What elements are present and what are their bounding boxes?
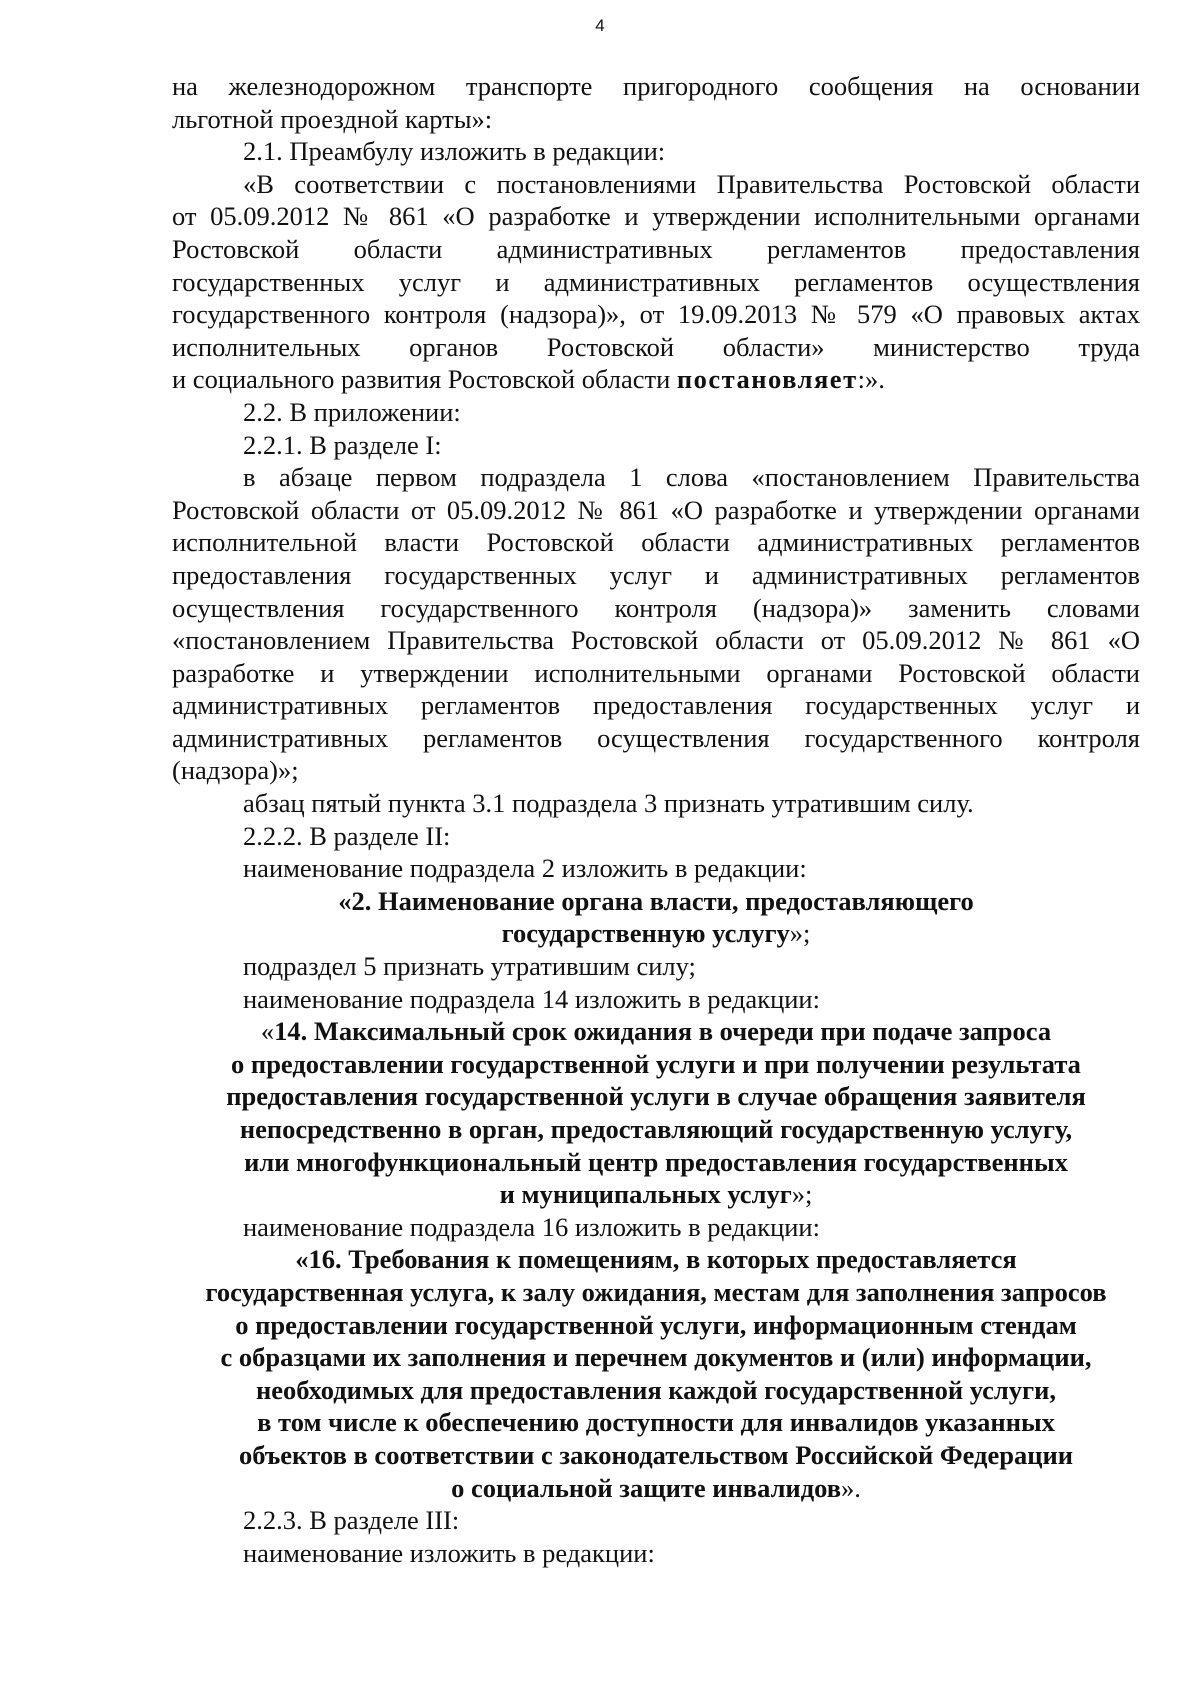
subsection-14-instruction: наименование подраздела 14 изложить в редакции: bbox=[243, 983, 820, 1014]
subsection-2-instruction: наименование подраздела 2 изложить в редакции: bbox=[243, 853, 807, 884]
preamble-line: от 05.09.2012 № 861 «О разработке и утверждении исполнительными органами bbox=[172, 201, 1140, 232]
heading-line: объектов в соответствии с законодательством Российской Федерации bbox=[238, 1439, 1073, 1470]
section-3-instruction: наименование изложить в редакции: bbox=[243, 1537, 655, 1568]
heading-subsection-2: «2. Наименование органа власти, предоставляющего государственную услугу»; bbox=[338, 885, 974, 949]
item-2-2-2: 2.2.2. В разделе II: bbox=[243, 820, 451, 851]
heading-line: о предоставлении государственной услуги и при получении результата bbox=[231, 1048, 1081, 1079]
heading-line: и муниципальных услуг bbox=[499, 1179, 792, 1210]
resolves-keyword: постановляет bbox=[676, 364, 858, 395]
paragraph-continuation-line2: льготной проездной карты»: bbox=[172, 103, 493, 134]
document-body bbox=[172, 70, 1140, 1569]
subsection-5-repeal: подраздел 5 признать утратившим силу; bbox=[243, 951, 696, 982]
preamble-line: государственного контроля (надзора)», от 19.09.2013 № 579 «О правовых актах bbox=[172, 299, 1140, 330]
heading-line: о предоставлении государственной услуги, информационным стендам bbox=[235, 1309, 1077, 1340]
item-2-2: 2.2. В приложении: bbox=[243, 396, 461, 427]
heading-line: о социальной защите инвалидов bbox=[451, 1472, 842, 1503]
subsection-16-instruction: наименование подраздела 16 изложить в редакции: bbox=[243, 1211, 820, 1242]
page-number: 4 bbox=[595, 16, 605, 35]
item-2-2-3: 2.2.3. В разделе III: bbox=[243, 1505, 460, 1536]
heading-line: необходимых для предоставления каждой государственной услуги, bbox=[256, 1374, 1056, 1405]
heading-subsection-14: «14. Максимальный срок ожидания в очереди при подаче запроса о предоставлении государственной услуги и при получении результата предоставления государственной услуги в случае обращения заявителя непосредственно в орган, предоставляющий государственную услугу, или многофункциональный центр предоставления государственных и муниципальных услуг»; bbox=[172, 1015, 1140, 1211]
preamble-end: :». bbox=[857, 364, 885, 395]
paragraph-continuation-line1: на железнодорожном транспорте пригородного сообщения на основании bbox=[172, 71, 1140, 101]
heading-subsection-16: «16. Требования к помещениям, в которых предоставляется государственная услуга, к залу ожидания, местам для заполнения запросов о предоставлении государственной услуги, информационным стендам с образцами их заполнения и перечнем документов и (или) информации, необходимых для предоставления каждой государственной услуги, в том числе к обеспечению доступности для инвалидов указанных объектов в соответствии с законодательством Российской Федерации о социальной защите инвалидов». bbox=[172, 1243, 1140, 1504]
heading-line: предоставления государственной услуги в случае обращения заявителя bbox=[226, 1081, 1086, 1112]
heading-line: государственная услуга, к залу ожидания, местам для заполнения запросов bbox=[205, 1276, 1107, 1307]
paragraph-3-1-repeal: абзац пятый пункта 3.1 подраздела 3 признать утратившим силу. bbox=[243, 788, 974, 819]
preamble-line: «В соответствии с постановлениями Правительства Ростовской области bbox=[243, 168, 1140, 199]
heading-line: государственную услугу bbox=[501, 918, 790, 949]
item-2-1: 2.1. Преамбулу изложить в редакции: bbox=[243, 136, 666, 167]
heading-line: в том числе к обеспечению доступности для инвалидов указанных bbox=[257, 1407, 1055, 1438]
heading-line: 2. Наименование органа власти, предоставляющего bbox=[351, 885, 974, 916]
heading-line: 16. Требования к помещениям, в которых предоставляется bbox=[308, 1244, 1017, 1275]
heading-line: или многофункциональный центр предоставления государственных bbox=[244, 1146, 1068, 1177]
preamble-line: исполнительных органов Ростовской области» министерство труда bbox=[172, 331, 1140, 362]
item-2-2-1: 2.2.1. В разделе I: bbox=[243, 429, 442, 460]
preamble-line: Ростовской области административных регламентов предоставления bbox=[172, 233, 1140, 264]
heading-line: 14. Максимальный срок ожидания в очереди при подаче запроса bbox=[274, 1016, 1052, 1047]
paragraph-section-1-change: в абзаце первом подраздела 1 слова «постановлением Правительства Ростовской области от 05.09.2012 № 861 «О разработке и утверждении органами исполнительной власти Ростовской области административных регламентов предоставления государственных услуг и административных регламентов осуществления государственного контроля (надзора)» заменить словами «постановлением Правительства Ростовской области от 05.09.2012 № 861 «О разработке и утверждении исполнительными органами Ростовской области административных регламентов предоставления государственных услуг и административных регламентов осуществления государственного контроля (надзора)»; bbox=[172, 462, 1140, 786]
heading-line: непосредственно в орган, предоставляющий государственную услугу, bbox=[239, 1114, 1073, 1144]
heading-line: с образцами их заполнения и перечнем документов и (или) информации, bbox=[220, 1342, 1092, 1373]
preamble-line: государственных услуг и административных регламентов осуществления bbox=[172, 266, 1140, 297]
preamble-last-line bbox=[172, 363, 1140, 396]
preamble-last-text: и социального развития Ростовской области bbox=[172, 364, 677, 395]
